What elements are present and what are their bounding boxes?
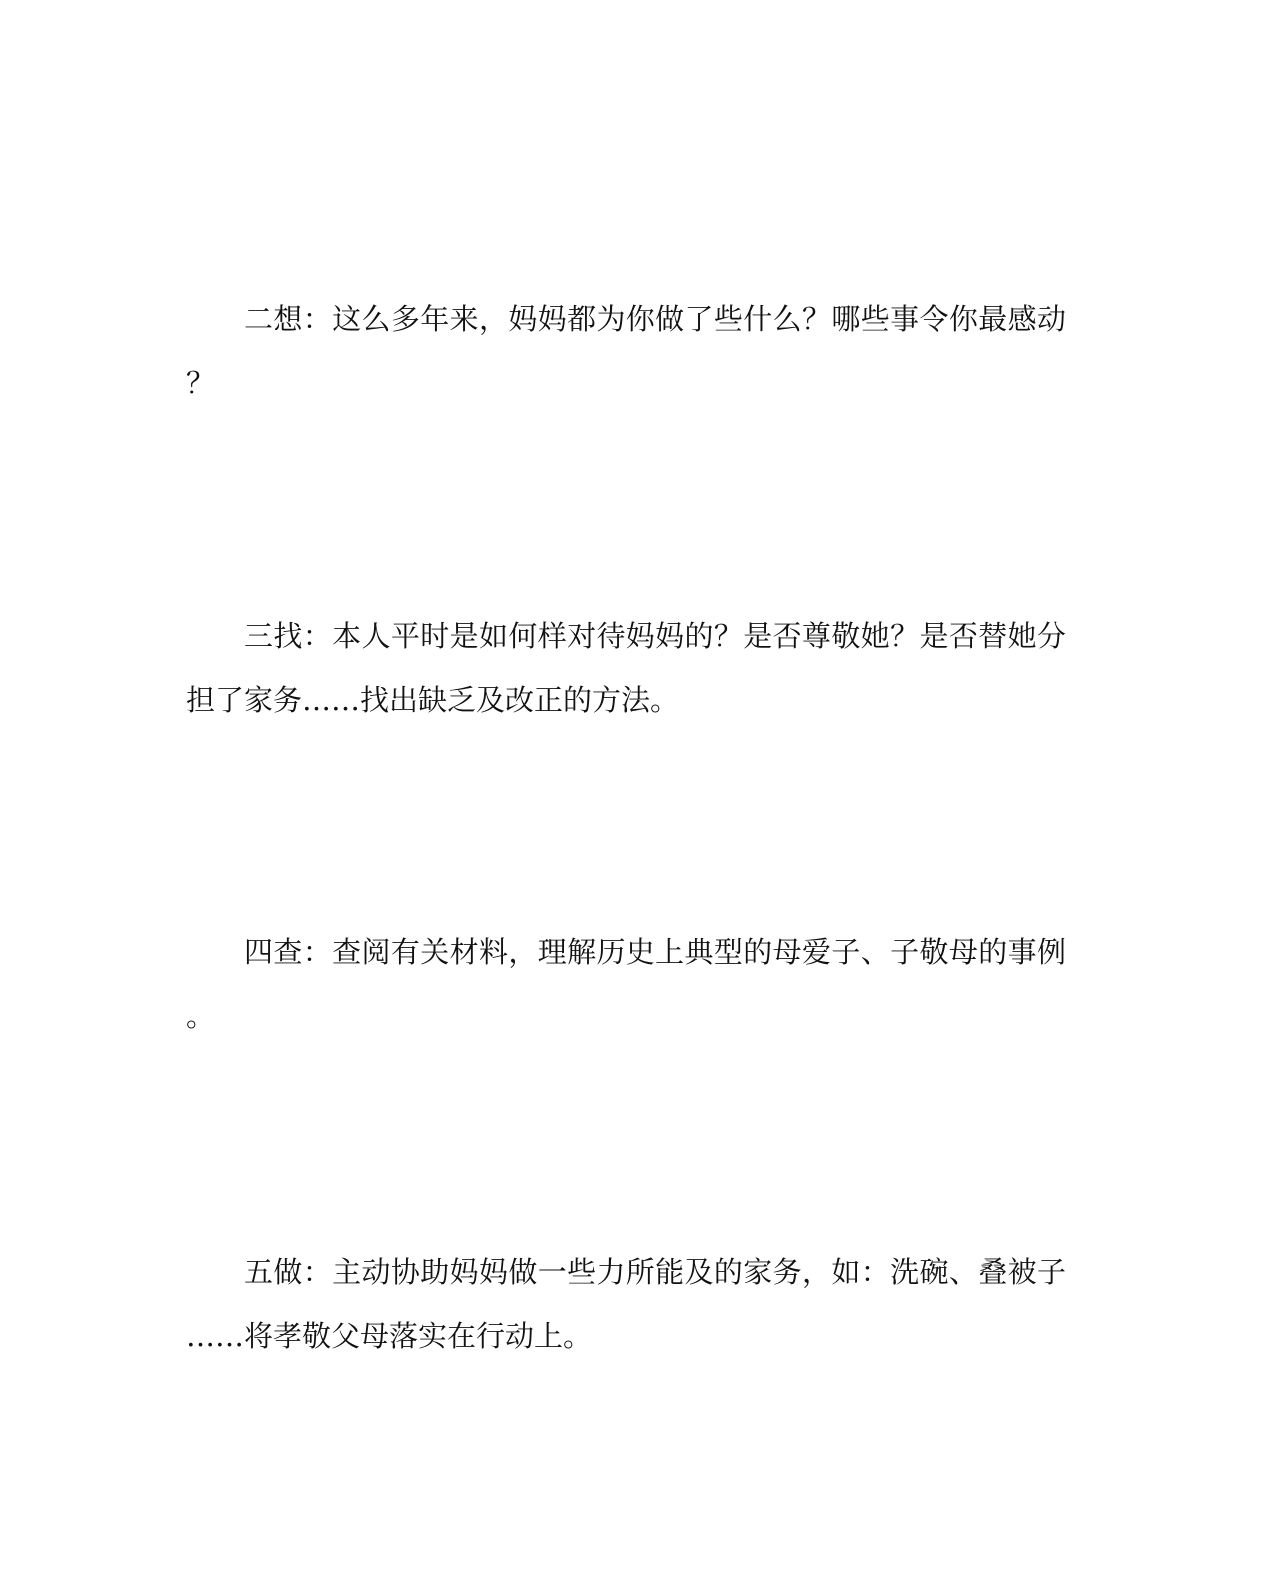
paragraph-line: 五做：主动协助妈妈做一些力所能及的家务，如：洗碗、叠被子 [244, 1255, 1066, 1289]
paragraph-line: ？ [186, 366, 216, 400]
paragraph-line: 二想：这么多年来，妈妈都为你做了些什么？哪些事令你最感动 [244, 302, 1066, 336]
paragraph-line: 三找：本人平时是如何样对待妈妈的？是否尊敬她？是否替她分 [244, 619, 1066, 653]
paragraph-line: 担了家务……找出缺乏及改正的方法。 [186, 683, 680, 717]
paragraph-do [186, 1240, 1066, 1368]
paragraph-think [186, 287, 1066, 415]
paragraph-line: 。 [186, 999, 216, 1033]
paragraph-find [186, 604, 1066, 732]
paragraph-check [186, 920, 1066, 1048]
paragraph-line: ……将孝敬父母落实在行动上。 [186, 1319, 593, 1353]
paragraph-line: 四查：查阅有关材料，理解历史上典型的母爱子、子敬母的事例 [244, 935, 1066, 969]
